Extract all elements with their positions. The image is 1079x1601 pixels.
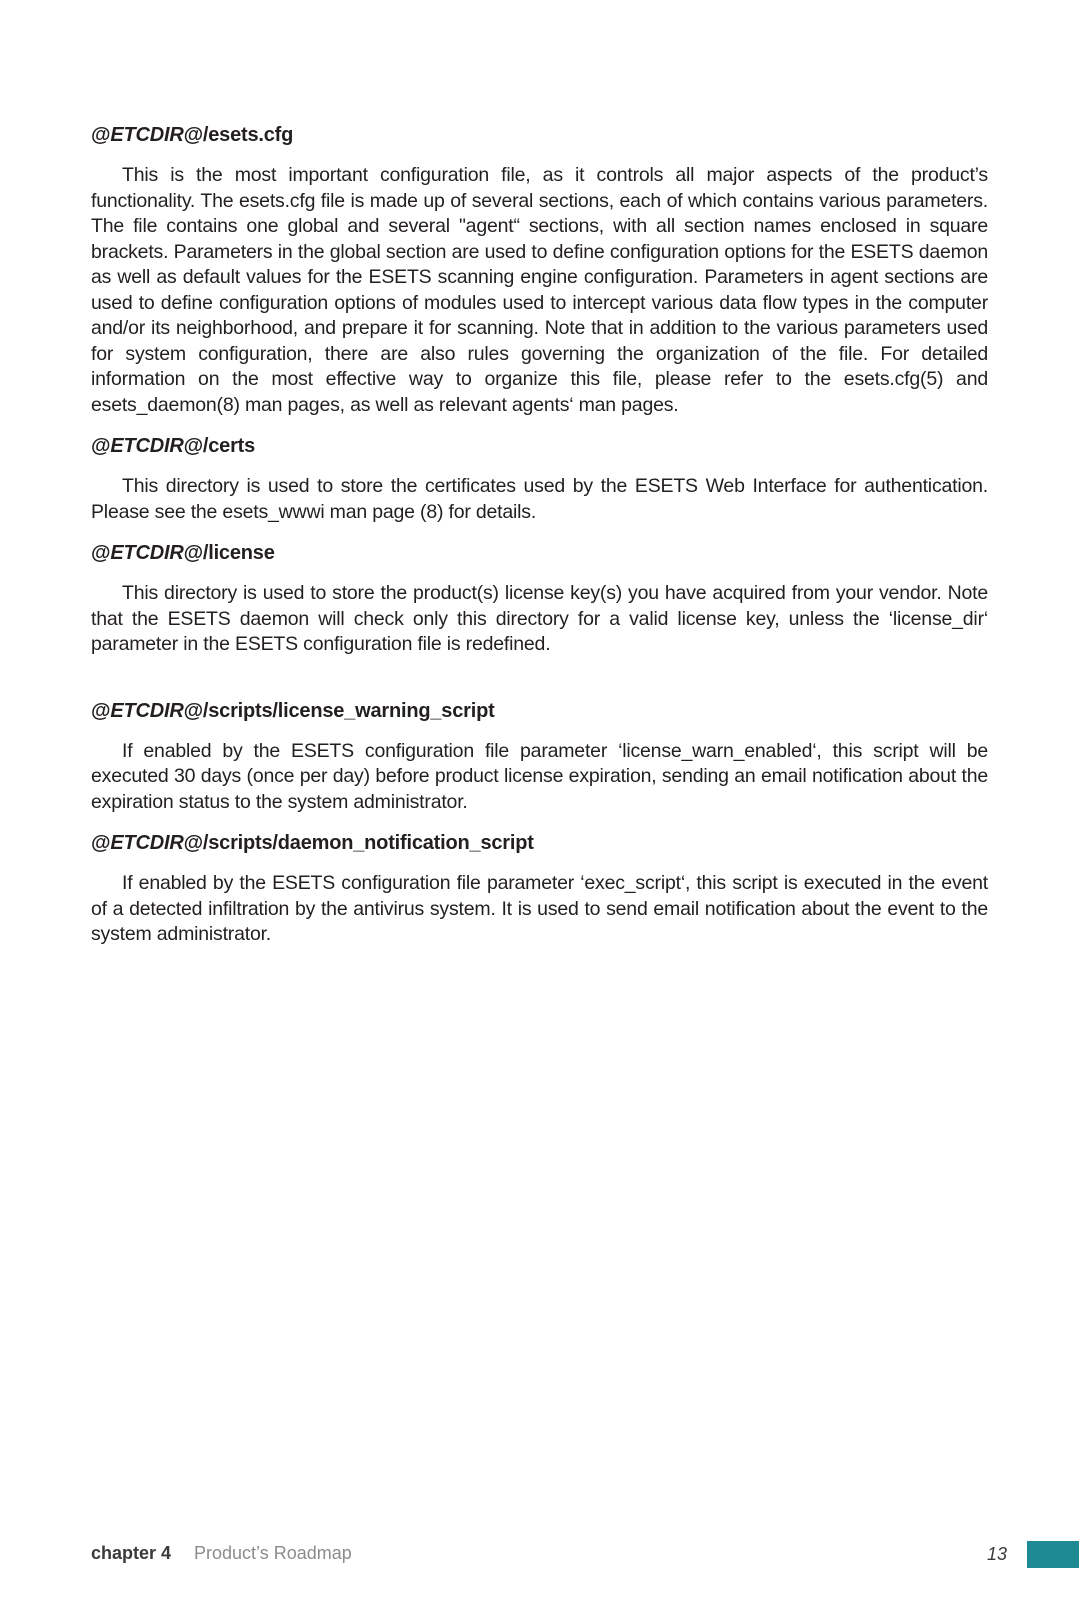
- heading-var: ETCDIR: [110, 832, 184, 854]
- heading-suffix: @/license: [183, 542, 275, 564]
- section-body-certs: This directory is used to store the certificates used by the ESETS Web Interface for authentication. Please see the esets_wwwi man page (8) for details.: [91, 475, 988, 523]
- footer-chapter-label: chapter 4: [91, 1543, 172, 1563]
- heading-prefix: @: [91, 124, 111, 146]
- section-body-daemon-notification-script: If enabled by the ESETS configuration file parameter ‘exec_script‘, this script is executed in the event of a detected infiltration by the antivirus system. It is used to send email notification about the event to the system administrator.: [91, 872, 988, 945]
- heading-suffix: @/certs: [183, 435, 256, 457]
- heading-var: ETCDIR: [110, 124, 184, 146]
- heading-prefix: @: [91, 542, 111, 564]
- heading-var: ETCDIR: [110, 435, 184, 457]
- section-body-license: This directory is used to store the product(s) license key(s) you have acquired from your vendor. Note that the ESETS daemon will check only this directory for a valid license key, unless the ‘license_dir‘ parameter in the ESETS configuration file is redefined.: [91, 582, 988, 655]
- section-body-esets-cfg: This is the most important configuration file, as it controls all major aspects of the product’s functionality. The esets.cfg file is made up of several sections, each of which contains various parameters. The file contains one global and several "agent“ sections, with all section names enclosed in square brackets. Parameters in the global section are used to define configuration options for the ESETS daemon as well as default values for the ESETS scanning engine configuration. Parameters in agent sections are used to define configuration options of modules used to intercept various data flow types in the computer and/or its neighborhood, and prepare it for scanning. Note that in addition to the various parameters used for system configuration, there are also rules governing the organization of the file. For detailed information on the most effective way to organize this file, please refer to the esets.cfg(5) and esets_daemon(8) man pages, as well as relevant agents‘ man pages.: [91, 164, 988, 416]
- heading-prefix: @: [91, 832, 111, 854]
- section-heading-esets-cfg: [91, 122, 988, 148]
- heading-suffix: @/scripts/daemon_notification_script: [183, 832, 534, 854]
- footer-chapter-title: Product’s Roadmap: [194, 1543, 352, 1563]
- page-number: 13: [987, 1544, 1008, 1564]
- heading-var: ETCDIR: [110, 699, 184, 722]
- page-content: [91, 122, 988, 963]
- footer-accent-tab: [1027, 1541, 1079, 1568]
- page-footer: [91, 1541, 1079, 1571]
- heading-prefix: @: [91, 699, 111, 722]
- heading-suffix: @/scripts/license_warning_script: [183, 699, 495, 722]
- section-body-license-warning-script: If enabled by the ESETS configuration file parameter ‘license_warn_enabled‘, this script will be executed 30 days (once per day) before product license expiration, sending an email notification about the expiration status to the system administrator.: [91, 739, 988, 813]
- section-heading-daemon-notification-script: [91, 830, 988, 856]
- section-heading-license: [91, 540, 988, 566]
- section-heading-certs: [91, 433, 988, 459]
- section-heading-license-warning-script: [91, 698, 988, 724]
- heading-prefix: @: [91, 435, 111, 457]
- heading-suffix: @/esets.cfg: [183, 124, 294, 146]
- heading-var: ETCDIR: [110, 542, 184, 564]
